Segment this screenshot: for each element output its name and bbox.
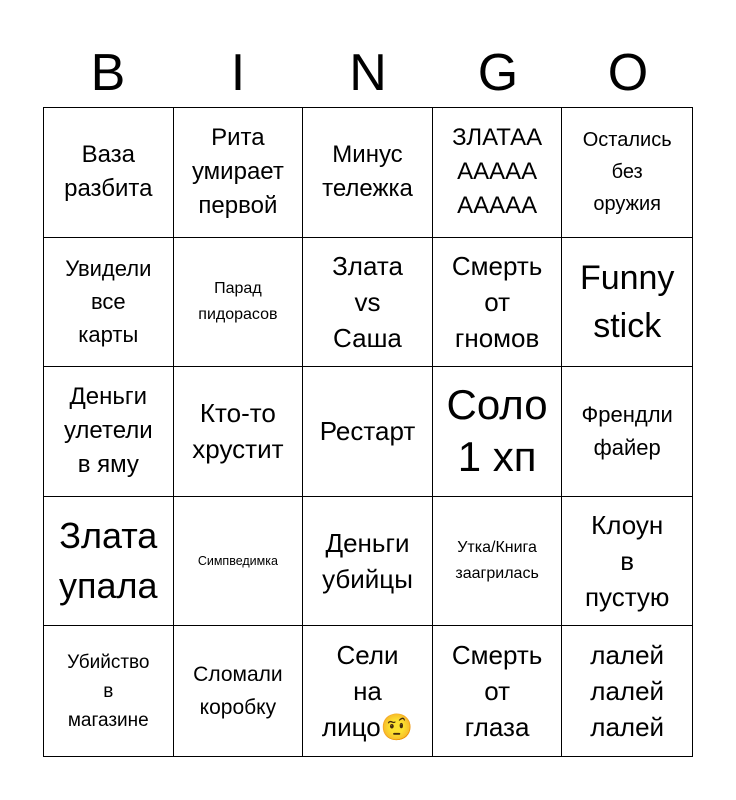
bingo-cell-5-1[interactable] (44, 626, 174, 756)
cell-text: Смерть от гномов (451, 250, 543, 353)
bingo-cell-4-1[interactable] (44, 497, 174, 627)
cell-text: Парад пидорасов (198, 279, 278, 323)
bingo-cell-4-2[interactable] (174, 497, 304, 627)
cell-text: Funny stick (579, 258, 675, 345)
bingo-cell-5-4[interactable] (433, 626, 563, 756)
header-letter-i: I (230, 44, 246, 102)
bingo-cell-2-4[interactable] (433, 238, 563, 368)
header-letter-b: B (90, 44, 126, 102)
header-letter-n: N (349, 44, 387, 102)
cell-text: ЗЛАТАА ААААА ААААА (452, 124, 543, 220)
cell-text: Клоун в пустую (584, 510, 670, 613)
cell-text: Сломали коробку (193, 663, 283, 720)
bingo-cell-1-1[interactable] (44, 108, 174, 238)
bingo-cell-4-5[interactable] (562, 497, 692, 627)
bingo-board (43, 107, 693, 757)
bingo-cell-3-2[interactable] (174, 367, 304, 497)
bingo-cell-1-3[interactable] (303, 108, 433, 238)
cell-text: Рестарт (319, 416, 416, 447)
bingo-header (43, 40, 693, 106)
cell-text: Ваза разбита (64, 141, 153, 203)
bingo-cell-3-1[interactable] (44, 367, 174, 497)
bingo-cell-5-3[interactable] (303, 626, 433, 756)
bingo-cell-3-3[interactable] (303, 367, 433, 497)
bingo-cell-1-5[interactable] (562, 108, 692, 238)
cell-text: Симпведимка (197, 553, 278, 568)
cell-text: Рита умирает первой (191, 124, 284, 220)
bingo-cell-3-4[interactable] (433, 367, 563, 497)
cell-text: Остались без оружия (582, 129, 672, 216)
cell-text: Злата упала (59, 515, 158, 607)
cell-text: Кто-то хрустит (192, 398, 284, 465)
cell-text: Утка/Книга заагрилась (455, 539, 539, 583)
cell-text: Злата vs Саша (332, 250, 403, 353)
bingo-cell-1-4[interactable] (433, 108, 563, 238)
cell-text: Убийство в магазине (67, 651, 150, 731)
cell-text: Деньги улетели в яму (63, 383, 153, 479)
bingo-cell-2-3[interactable] (303, 238, 433, 368)
bingo-cell-2-5[interactable] (562, 238, 692, 368)
cell-text: Соло 1 хп (446, 381, 548, 481)
bingo-cell-4-3[interactable] (303, 497, 433, 627)
bingo-cell-5-2[interactable] (174, 626, 304, 756)
cell-text: Увидели все карты (65, 256, 152, 348)
cell-text: лалей лалей лалей (590, 640, 665, 743)
cell-text: Сели на лицо🤨 (321, 640, 414, 743)
cell-text: Смерть от глаза (451, 640, 543, 743)
cell-text: Френдли файер (581, 402, 673, 461)
header-letter-g: G (477, 44, 519, 102)
bingo-cell-1-2[interactable] (174, 108, 304, 238)
bingo-cell-5-5[interactable] (562, 626, 692, 756)
bingo-cell-2-1[interactable] (44, 238, 174, 368)
cell-text: Деньги убийцы (322, 528, 413, 595)
bingo-cell-3-5[interactable] (562, 367, 692, 497)
cell-text: Минус тележка (322, 141, 413, 203)
bingo-cell-4-4[interactable] (433, 497, 563, 627)
header-letter-o: O (607, 44, 649, 102)
bingo-cell-2-2[interactable] (174, 238, 304, 368)
